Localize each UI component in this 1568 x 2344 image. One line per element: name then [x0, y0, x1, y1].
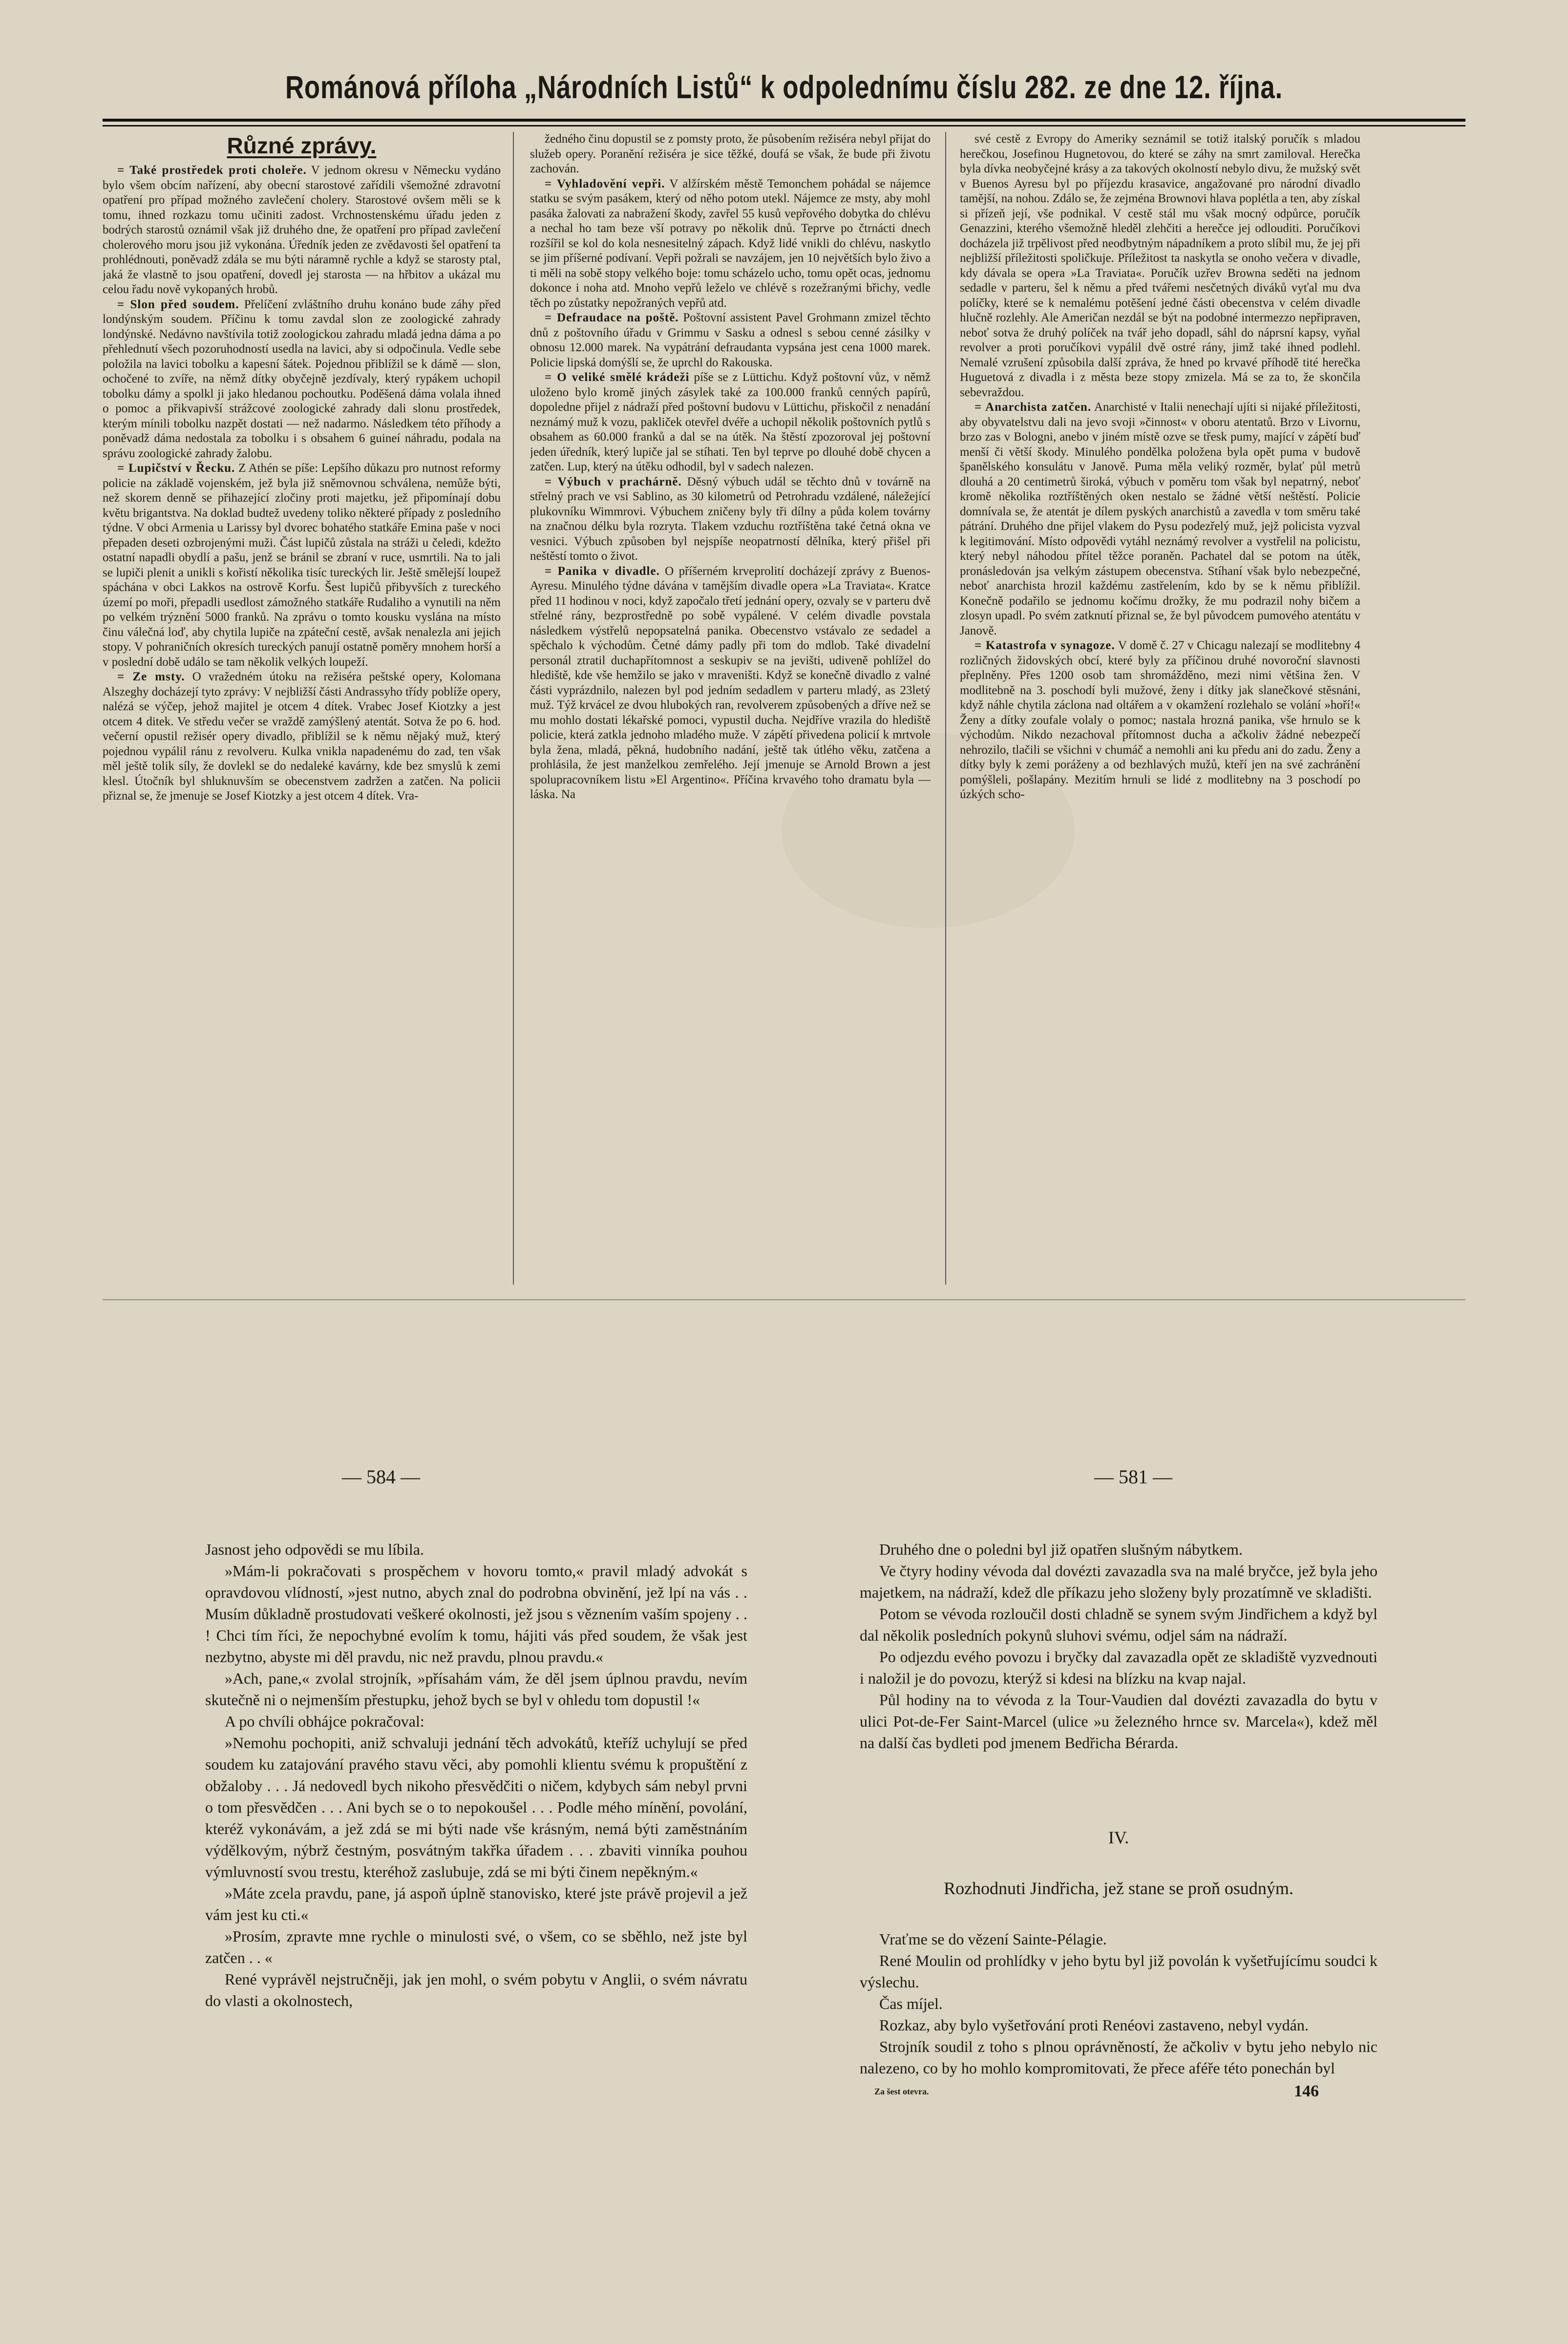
- novel-paragraph: Jasnost jeho odpovědi se mu líbila.: [205, 1541, 424, 1558]
- article-paragraph: [103, 163, 501, 297]
- article-paragraph: [103, 670, 501, 804]
- article-paragraph: [530, 475, 931, 564]
- novel-paragraph: Potom se vévoda rozloučil dosti chladně se synem svým Jindřichem a když byl dal několik posledních pokynů sluhovi svému, odjel sám na nádraží.: [860, 1605, 1377, 1644]
- article-heading: = Slon před soudem.: [117, 297, 239, 311]
- column-1-articles: [103, 163, 501, 804]
- article-heading: = Katastrofa v synagoze.: [975, 639, 1115, 652]
- article-paragraph: [530, 564, 931, 802]
- article-body: O příšerném krveprolití docházejí zprávy z Buenos-Ayresu. Minulého týdne dávána v tamějším divadle opera »La Traviata«. Kratce před 11 hodinou v noci, když započalo třetí jednání opery, ozvaly se v parteru dvě střelné rány, bezprostředně po sobě vypálené. V celém divadle povstala následkem výstřelů nepopsatelná panika. Obecenstvo vstávalo ze sedadel a spěchalo k východům. Četné dámy padly při tom do mdlob. Také divadelní personál ztratil duchapřítomnost a seskupiv se na jevišti, udiveně pohlížel do hlediště, kde vše hemžilo se jako v mraveništi. Když se konečně divadlo z valné části vyprázdnilo, nalezen byl pod jedním sedadlem v parteru mladý, as 23letý muž. Týž krvácel ze dvou hlubokých ran, revolverem způsobených a dříve než se mu mohlo dostati lékařské pomoci, vypustil ducha. Nejdříve vrazila do hlediště policie, která zatkla jednoho mladého muže. V zápětí přivedena policií k mrtvole byla žena, mladá, pěkná, hudobního nadání, ještě tak útlého věku, zatčena a prohlásila, že jest manželkou zemřelého. Její jmenuje se Arnold Brown a jest spolupracovníkem listu »El Argentino«. Příčina krvavého toho dramatu byla — láska. Na: [530, 564, 931, 801]
- article-body: V jednom okresu v Německu vydáno bylo všem obcím nařízení, aby obecní starostové zařídili všemožné zdravotní opatření pro případ možného zavlečení cholery. Starostové ovšem měli se k tomu, ihned rozkazu tomu učiniti zadost. Vrchnostenskému úřadu jeden z bodrých starostů oznámil však již druhého dne, že opatření pro případ zavlečení cholerového moru jsou již vykonána. Úředník jeden ze zvědavosti šel opatření ta prohlédnouti, poněvadž zdála se mu býti náramně rychle a když se starosty ptal, jaká že vlastně to jsou opatření, dovedl jej starosta — na hřbitov a ukázal mu celou řadu nově vykopaných hrobů.: [103, 164, 501, 296]
- article-paragraph: [103, 461, 501, 670]
- novel-paragraph: Strojník soudil z toho s plnou oprávněností, že ačkoliv v bytu jeho nebylo nic nalezeno, co by ho mohlo kompromitovati, že přece aféře této ponechán byl: [860, 2038, 1377, 2077]
- novel-paragraph: Půl hodiny na to vévoda z la Tour-Vaudien dal dovézti zavazadla do bytu v ulici Pot-de-Fer Saint-Marcel (ulice »u železného hrnce sv. Marcela«), kdež měl na další čas bydleti pod jmenem Bedřicha Bérarda.: [860, 1691, 1377, 1752]
- novel-text-left: [205, 1539, 747, 2011]
- article-paragraph: [960, 132, 1360, 400]
- novel-paragraph: Rozkaz, aby bylo vyšetřování proti Renéovi zastaveno, nebyl vydán.: [879, 2016, 1309, 2034]
- article-paragraph: [530, 132, 931, 177]
- novel-paragraphs-right-2: [860, 1928, 1377, 2079]
- article-paragraph: [103, 297, 501, 462]
- article-heading: = Vyhladovění vepři.: [545, 177, 665, 190]
- article-heading: = Výbuch v prachárně.: [545, 475, 682, 488]
- continuation-note: Za šest otevra.: [874, 2087, 929, 2096]
- column-divider: [513, 132, 514, 1285]
- article-body: Poštovní assistent Pavel Grohmann zmizel těchto dnů z poštovního úřadu v Grimmu v Sasku a odnesl s sebou cenné zásilky v obnosu 12.000 marek. Na vypátrání defraudanta vypsána jest cena 1000 marek. Policie lipská domýšlí se, že uprchl do Rakouska.: [530, 311, 931, 369]
- article-body: své cestě z Evropy do Ameriky seznámil se totiž italský poručík s mladou herečkou, Josefinou Hugnetovou, do které se záhy na smrt zamiloval. Herečka byla dívka neobyčejné krásy a za takových okolností nebylo divu, že mužský svět v Buenos Ayresu byl po příjezdu krasavice, angažované pro národní divadlo tamější, na nohou. Zdálo se, že zejména Brownovi hlava poplétla a ten, aby získal si přízeň její, vše podnikal. V cestě stál mu však mocný odpůrce, poručík Genazzini, kterého všemožně hleděl zlehčiti a herečce jej odlouditi. Poručíkovi docházela již trpělivost před neodbytným nápadníkem a proto slíbil mu, že jej při nejbližší příležitosti spoličkuje. Příležitost ta naskytla se onoho večera v divadle, kdy dávala se opera »La Traviata«. Poručík uzřev Browna seděti na jednom sedadle v parteru, šel k němu a před tvářemi nesčetných diváků vyťal mu dva políčky, které se k nemalému potěšení jedné části obecenstva v celém divadle hlučně rozlehly. Ale Američan nezdál se být na podobné intermezzo nepřipraven, neboť sotva že druhý políček na tvář jeho dopadl, sáhl do náprsní kapsy, vyňal revolver a proti poručíkovi vypálil dvě ostré rány, jimž také ihned podlehl. Nemalé vzrušení způsobila další zpráva, že hned po krvavé příhodě tité herečka Huguetová z divadla i z města beze stopy zmizela. Má se za to, že skončila sebevraždou.: [960, 132, 1360, 399]
- article-paragraph: [960, 638, 1360, 802]
- article-body: Anarchisté v Italii nenechají ujíti si nijaké příležitosti, aby obyvatelstvu dali na jevo svoji »činnost« v oboru atentatů. Brzo v Livornu, brzo zas v Bologni, anebo v jiném místě ozve se třesk pumy, mající v zápětí buď menší či větší škody. Minulého pondělka položena byla opět puma v budově španělského konsulátu v Janově. Puma měla veliký rozměr, bylať půl metrů dlouhá a 20 centimetrů široká, výbuch v poměru tom však byl nepatrný, neboť kromě několika roztříštěných oken nestalo se žádné větší neštěstí. Policie domnívala se, že atentát je dílem pyských anarchistů a zavedla v tom směru také pátrání. Druhého dne přijel vlakem do Pysu podezřelý muž, jejž policista vyzval k legitimování. Místo odpovědi vytáhl neznámý revolver a vystřelil na policistu, který nebyl náhodou přítel těžce poraněn. Pachatel dal se potom na útěk, pronásledován jsa velkým zástupem obecenstva. Stíhaní však bylo nebezpečné, neboť anarchista hrozil každému zastřelením, kdo by se k němu přiblížil. Konečně podařilo se jednomu kočímu drožky, že mu podrazil nohy bičem a zlosyn upadl. Po svém zatknutí přiznal se, že byl původcem pumového atentátu v Janově.: [960, 401, 1360, 637]
- article-paragraph: [530, 311, 931, 370]
- article-body: píše se z Lüttichu. Když poštovní vůz, v němž uloženo bylo kromě jiných zásylek také za 100.000 franků cenných papírů, dopoledne přijel z nádraží před poštovní budovu v Lüttichu, přiskočil z nenadání neznámý muž k vozu, pakliček otevřel dvéře a uchopil několik poštovních pytlů s obsahem as 60.000 franků a dal se na útěk. Na štěstí zpozoroval jej poštovní jeden úředník, který lupiče jal se stíhati. Ten byl teprve po dlouhé době chycen a zatčen. Lup, který na útěku odhodil, byl v sadech nalezen.: [530, 371, 931, 473]
- novel-paragraph: »Prosím, zpravte mne rychle o minulosti své, o všem, co se sběhlo, než jste byl zatčen . . «: [205, 1927, 747, 1966]
- column-2-articles: [530, 132, 931, 802]
- masthead: Románová příloha „Národních Listů“ k odpolednímu číslu 282. ze dne 12. října.: [285, 69, 1283, 105]
- article-body: V alžírském městě Temonchem pohádal se nájemce statku se svým pasákem, který od něho potom utekl. Nájemce ze msty, aby mohl pasáka žalovati za nabražení škody, zavřel 55 kusů vepřového dobytka do chlévu a nechal ho tam beze vší potravy po několik dnů. Teprve po čtrnácti dnech rozšířil se kol do kola nesnesitelný zápach. Když lidé vnikli do chlévu, naskytlo se jim příšerné podívaní. Vepři požrali se navzájem, jen 10 největších bylo živo a ti měli na sobě stopy velkého boje: tomu scházelo ucho, tomu opět ocas, jednomu dokonce i noha atd. Mnoho vepřů leželo ve chlévě s rozežranými břichy, vedle těch po zůstatky nepožraných vepřů atd.: [530, 177, 931, 310]
- fold-line: [103, 1299, 1465, 1300]
- article-heading: = Panika v divadle.: [545, 564, 660, 578]
- novel-paragraph: René vyprávěl nejstručněji, jak jen mohl, o svém pobytu v Anglii, o svém návratu do vlasti a okolnostech,: [205, 1970, 747, 2009]
- novel-paragraph: »Nemohu pochopiti, aniž schvaluji jednání těch advokátů, kteříž uchylují se před soudem ku zatajování pravého stavu věci, aby pomohli klientu svému k propuštění z obžaloby . . . Já nedovedl bych nikoho přesvědčiti o ničem, kdybych sám nebyl prvni o tom přesvědčen . . . Ani bych se o to nepokoušel . . . Podle mého mínění, povolání, kteréž vykonávám, a jež zdá se mi býti nade vše krásným, nemá býti zaměstnáním výdělkovým, nýbrž čestným, posvátným takřka úřadem . . . zbaviti vinníka pouhou výmluvností svou trestu, kteréhož zaslubuje, zdá se mi býti činem nepěkným.«: [205, 1734, 747, 1880]
- column-3: [960, 132, 1360, 1289]
- page-number-left: — 584 —: [342, 1466, 420, 1488]
- article-body: Děsný výbuch udál se těchto dnů v továrně na střelný prach ve vsi Sablino, as 30 kilometrů od Petrohradu vzdálené, náležející plukovníku Wimmrovi. Výbuchem zničeny byly tři dílny a půda kolem továrny na značnou délku byla rozryta. Tlakem vzduchu roztříštěna také četná okna ve vesnici. Výbuch způsoben byl nejspíše neopatrností dělníka, který přišel při neštěstí tomto o život.: [530, 475, 931, 563]
- article-body: V domě č. 27 v Chicagu nalezají se modlitebny 4 rozličných židovských obcí, které byly za příčinou druhé novoroční slavnosti přeplněny. Přes 1200 osob tam shromážděno, mezi nimi většina žen. V modlitebně na 3. poschodí byli mužové, ženy i dítky jak slanečkové stěsnáni, když náhle chytila záclona nad oltářem a v okamžení rozlehalo se volání »hoří!« Ženy a dítky zoufale volaly o pomoc; nastala hrozná panika, vše hrnulo se k východům. Nikdo nezachoval přítomnost ducha a ačkoliv žádné nebezpečí nehrozilo, tlačili se všichni v chumáč a nemohli ani ku předu ani do zadu. Ženy a dítky byly k zemi poráženy a od bezhlavých mužů, kteří jen na své zachránění pomýšleli, pošlapány. Mezitím hrnuli se lidé z modlitebny na 3 poschodí po úzkých scho-: [960, 639, 1360, 801]
- section-title: Různé zprávy.: [227, 133, 377, 158]
- article-heading: = Defraudace na poště.: [545, 311, 679, 324]
- novel-paragraph: René Moulin od prohlídky v jeho bytu byl již povolán k vyšetřujícímu soudci k výslechu.: [860, 1952, 1377, 1991]
- page-footer: [860, 2081, 1377, 2102]
- novel-paragraph: »Ach, pane,« zvolal strojník, »přísahám vám, že děl jsem úplnou pravdu, nevím skutečně ni o nejmenším přestupku, jehož bych se byl v ohledu tom dopustil !«: [205, 1669, 747, 1709]
- article-paragraph: [960, 400, 1360, 638]
- novel-paragraph: Ve čtyry hodiny vévoda dal dovézti zavazadla sva na malé bryčce, jež byla jeho majetkem, na nádraží, kdež dle příkazu jeho složeny byly prozatímně ve skladišti.: [860, 1562, 1377, 1601]
- novel-paragraph: Čas míjel.: [879, 1995, 943, 2012]
- novel-paragraph: Vraťme se do vězení Sainte-Pélagie.: [879, 1930, 1107, 1948]
- article-heading: = O veliké smělé krádeži: [545, 371, 690, 384]
- article-paragraph: [530, 177, 931, 311]
- chapter-title: Rozhodnuti Jindřicha, jež stane se proň osudným.: [944, 1879, 1293, 1898]
- article-body: žedného činu dopustil se z pomsty proto, že působením režiséra nebyl přijat do služeb opery. Poranění režiséra je sice těžké, doufá se však, že bude při životu zachován.: [530, 132, 931, 175]
- article-paragraph: [530, 370, 931, 475]
- page-number-right: — 581 —: [1094, 1466, 1172, 1488]
- novel-paragraph: Druhého dne o poledni byl již opatřen slušným nábytkem.: [879, 1541, 1243, 1558]
- column-3-articles: [960, 132, 1360, 802]
- masthead-rule-thin: [103, 125, 1465, 127]
- article-body: Z Athén se píše: Lepšího důkazu pro nutnost reformy policie na základě vojenském, jež byla již sněmovnou schválena, nemůže býti, než skorem denně se přihazející zločiny proti majetku, jež připomínají dobu květu brigantstva. Na doklad budtež uvedeny toliko některé případy z posledního týdne. V obci Armenia u Larissy byl dvorec bohatého statkáře Emina paše v noci přepaden deseti ozbrojenými muži. Část lupičů zůstala na stráži u čeledi, kdežto ostatní napadli obydlí a pašu, jenž se bránil se zbraní v ruce, usmrtili. Na to jali se lupiči plenit a unikli s kořistí několika tisíc tureckých lir. Ještě smělejší loupež spáchána v obci Lakkos na ostrově Korfu. Šest lupičů přibyvších z tureckého území po moři, přepadli usedlost zámožného statkáře Rudaliho a vynutili na něm po velkém trýznění 5000 franků. Na zprávu o tomto kousku vyslána na místo činu válečná loď, aby chytila lupiče na zpáteční cestě, avšak nenalezla ani jejich stopy. V pohraničních okresích tureckých panují ostatně poměry mnohem horší a v poslední době událo se tam několik velkých loupeží.: [103, 462, 501, 669]
- article-body: O vražedném útoku na režiséra peštské opery, Kolomana Alszeghy docházejí tyto zprávy: V nejbližší části Andrassyho třídy poblíže opery, nalézá se výčep, jehož majitel je otcem 4 dítek. Vrabec Josef Kiotzky a jest otcem 4 ditek. Ve středu večer se vraždě zamýšlený atentát. Sotva že po 6. hod. večerní opustil režisér opery divadlo, přiblížil se k němu nějaký muž, který pojednou vypálil ránu z revolveru. Kulka vnikla napadenému do zad, ten však měl ještě tolik síly, že dovlekl se do nedaleké kavárny, kde bez smyslů k zemi klesl. Útočník byl shluknuvším se obecenstvem zadržen a zatčen. Na policii přiznal se, že jmenuje se Josef Kiotzky a jest otcem 4 dítek. Vra-: [103, 670, 501, 802]
- column-2: [530, 132, 931, 1289]
- chapter-number: IV.: [1108, 1828, 1129, 1847]
- novel-paragraph: Po odjezdu evého povozu i bryčky dal zavazadla opět ze skladiště vyzvednouti i naložil je do povozu, kterýž si kdesi na blízku na kvap najal.: [860, 1648, 1377, 1687]
- novel-paragraph: »Mám-li pokračovati s prospěchem v hovoru tomto,« pravil mladý advokát s opravdovou vlídností, »jest nutno, abych znal do podrobna obvinění, jež lpí na vás . . Musím důkladně prostudovati veškeré okolnosti, jež jsou s věznením vaším spojeny . . ! Chci tím říci, že nepochybné evolím k tomu, hájiti vás před soudem, že však jest nezbytno, abyste mi děl pravdu, nic než pravdu, plnou pravdu.«: [205, 1562, 747, 1666]
- article-heading: = Anarchista zatčen.: [975, 401, 1092, 414]
- novel-paragraphs-right: [860, 1539, 1377, 1753]
- novel-paragraph: A po chvíli obhájce pokračoval:: [225, 1712, 424, 1730]
- novel-paragraphs-left: [205, 1539, 747, 2011]
- novel-paragraph: »Máte zcela pravdu, pane, já aspoň úplně stanovisko, které jste právě projevil a jež vám jest ku cti.«: [205, 1884, 747, 1923]
- novel-text-right: [860, 1539, 1377, 2102]
- column-divider: [945, 132, 946, 1285]
- article-heading: = Ze msty.: [117, 670, 185, 683]
- article-heading: = Také prostředek proti choleře.: [117, 164, 307, 177]
- sheet-number: 146: [1294, 2082, 1319, 2100]
- column-1: [103, 132, 501, 1289]
- masthead-rule: [103, 119, 1465, 122]
- article-heading: = Lupičství v Řecku.: [117, 462, 235, 475]
- article-body: Přelíčení zvláštního druhu konáno bude záhy před londýnským soudem. Příčinu k tomu zavdal slon ze zoologické zahrady londýnské. Nedávno navštívila totiž zoologickou zahradu mladá jedna dáma a po přehlednutí všech pozoruhodností usedla na lavici, aby si odpočinula. Vedle sebe položila na lavici tobolku a kapesní šátek. Pojednou přiblížil se k dámě — slon, ochočené to zvíře, na němž dítky obyčejně jezdívaly, který rypákem uchopil tobolku dámy a spolkl ji jako hledanou pochoutku. Poděšená dáma volala ihned o pomoc a přikvapivší strážcové zoologické zahrady dali slonu prostředek, kterým mínili tobolku nazpět dostati — než nadarmo. Následkem této příhody a poněvadž dáma nedostala za tobolku i s obsahem 6 guineí náhradu, podala na správu zoologické zahrady žalobu.: [103, 297, 501, 460]
